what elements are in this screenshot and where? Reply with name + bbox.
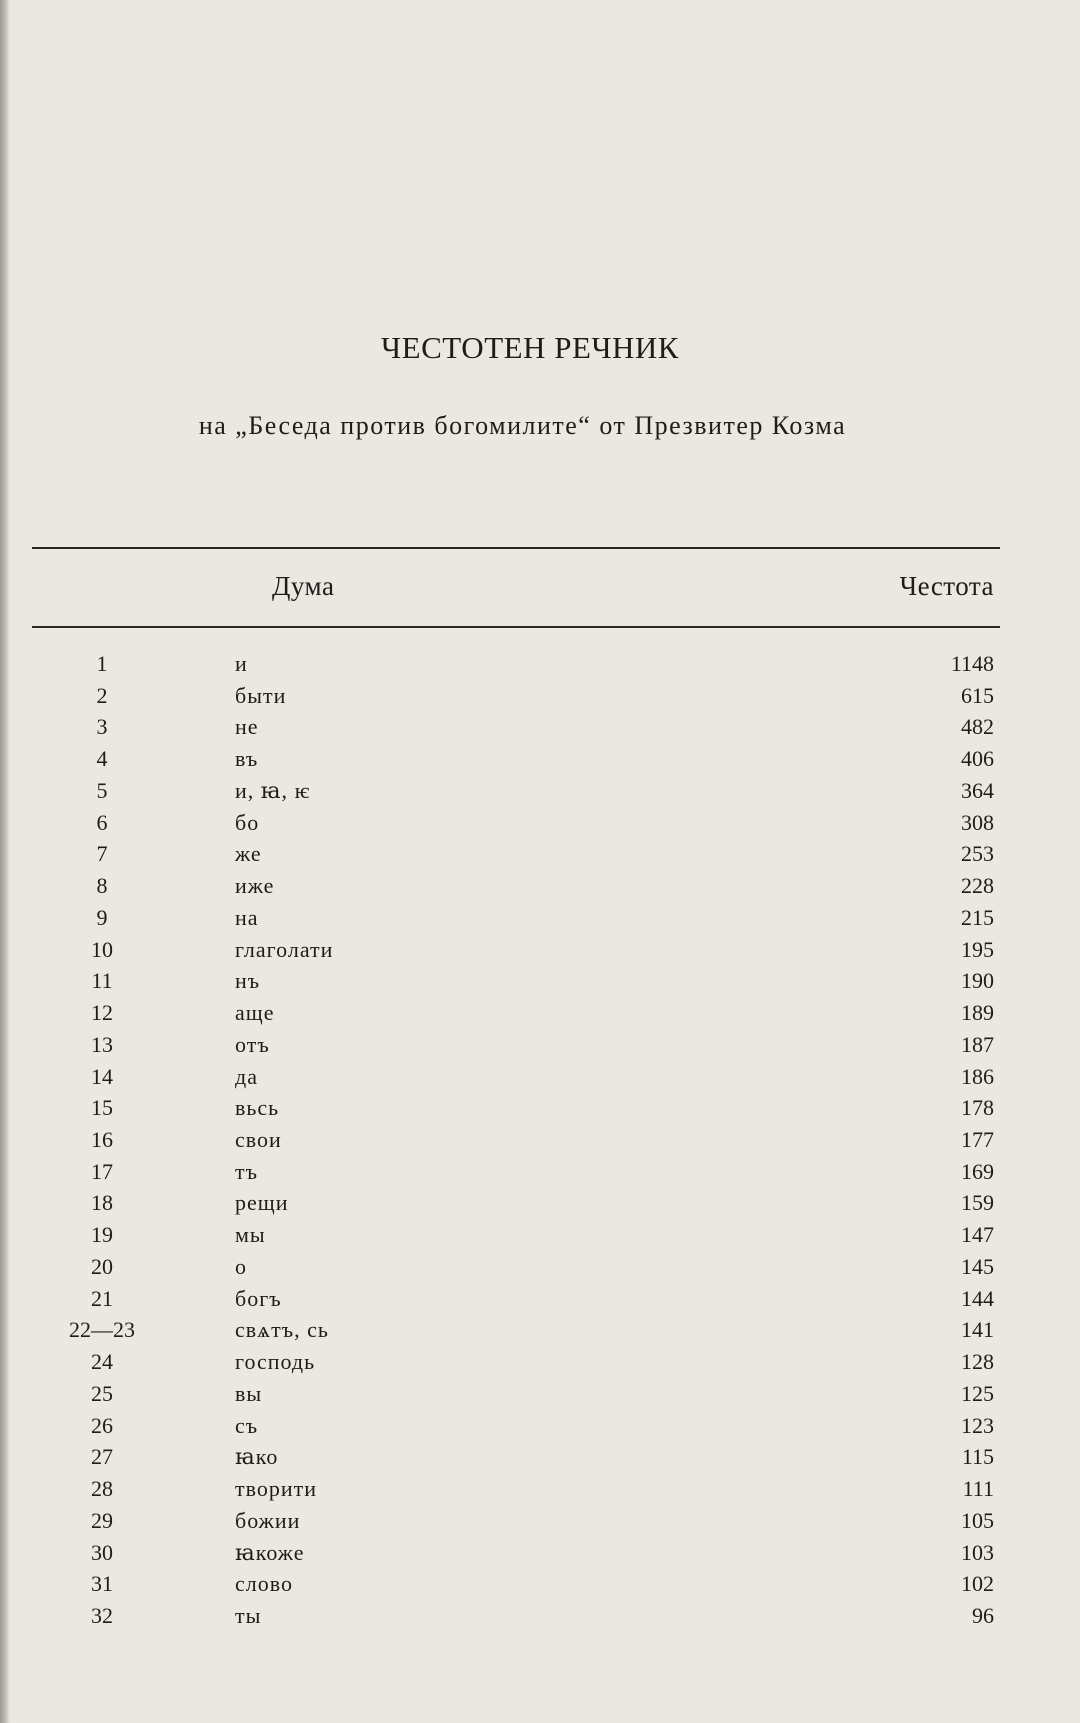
row-frequency: 105 [961,1507,994,1533]
row-rank: 6 [96,809,108,835]
row-word: бо [235,809,260,835]
row-word: на [235,904,259,930]
row-rank: 7 [96,841,108,867]
row-frequency: 190 [961,968,994,994]
table-top-rule [32,547,1000,549]
row-word: вьсь [235,1095,280,1121]
row-rank: 2 [96,682,108,708]
row-word: и, ꙗ, ѥ [235,777,311,803]
page-subtitle: на „Беседа против богомилите“ от Презвитер Козма [198,411,847,440]
row-frequency: 103 [961,1539,994,1565]
row-word: да [235,1063,258,1089]
table-row [0,1378,1080,1410]
table-row [0,902,1080,934]
row-frequency: 228 [961,873,994,899]
row-rank: 10 [91,936,113,962]
row-rank: 24 [91,1349,113,1375]
row-word: нъ [235,968,261,994]
table-row [0,680,1080,712]
row-frequency: 186 [961,1063,994,1089]
table-row [0,1283,1080,1315]
table-row [0,838,1080,870]
table-row [0,1251,1080,1283]
row-word: въ [235,746,259,772]
row-frequency: 195 [961,936,994,962]
table-row [0,934,1080,966]
row-word: глаголати [235,936,334,962]
row-rank: 19 [91,1222,113,1248]
table-row [0,1346,1080,1378]
row-frequency: 178 [961,1095,994,1121]
row-frequency: 615 [961,682,994,708]
row-rank: 21 [91,1285,113,1311]
row-rank: 8 [96,873,108,899]
row-rank: 17 [91,1158,113,1184]
table-row [0,1505,1080,1537]
table-row [0,1124,1080,1156]
page-title: ЧЕСТОТЕН РЕЧНИК [381,330,679,365]
row-frequency: 96 [972,1603,994,1629]
row-word: мы [235,1222,266,1248]
row-frequency: 111 [962,1476,994,1502]
row-frequency: 406 [961,746,994,772]
table-row [0,648,1080,680]
row-word: слово [235,1571,293,1597]
table-row [0,1600,1080,1632]
table-row [0,743,1080,775]
row-rank: 5 [96,777,108,803]
row-word: съ [235,1412,259,1438]
row-frequency: 145 [961,1253,994,1279]
row-frequency: 187 [961,1031,994,1057]
row-frequency: 115 [961,1444,994,1470]
row-rank: 28 [91,1476,113,1502]
row-word: быти [235,682,287,708]
table-row [0,711,1080,743]
row-frequency: 215 [961,904,994,930]
row-frequency: 169 [961,1158,994,1184]
row-frequency: 128 [961,1349,994,1375]
row-frequency: 144 [961,1285,994,1311]
row-frequency: 1148 [950,651,994,676]
row-word: и [235,651,248,676]
row-word: рещи [235,1190,289,1216]
row-rank: 4 [96,746,108,772]
row-rank: 12 [91,1000,113,1026]
row-word: иже [235,873,275,899]
table-row [0,1314,1080,1346]
row-word: ꙗкоже [235,1539,305,1565]
row-word: же [235,841,262,867]
row-frequency: 123 [961,1412,994,1438]
row-rank: 25 [91,1380,113,1406]
row-word: ты [235,1603,262,1629]
row-frequency: 308 [961,809,994,835]
row-word: вы [235,1380,263,1406]
row-rank: 3 [96,714,108,740]
table-row [0,1187,1080,1219]
table-row [0,1441,1080,1473]
table-row [0,1156,1080,1188]
row-rank: 13 [91,1031,113,1057]
row-rank: 32 [91,1603,113,1629]
row-rank: 14 [91,1063,113,1089]
column-header-word: Дума [272,571,335,601]
row-frequency: 253 [961,841,994,867]
row-frequency: 189 [961,1000,994,1026]
row-word: аще [235,1000,275,1026]
table-row [0,1568,1080,1600]
row-word: о [235,1253,247,1279]
row-frequency: 177 [961,1127,994,1153]
row-frequency: 125 [961,1380,994,1406]
row-word: не [235,714,259,740]
table-row [0,1410,1080,1442]
table-row [0,870,1080,902]
row-word: ꙗко [235,1444,279,1470]
table-row [0,997,1080,1029]
table-row [0,1473,1080,1505]
table-row [0,1061,1080,1093]
row-frequency: 147 [961,1222,994,1248]
row-rank: 18 [91,1190,113,1216]
row-word: божии [235,1507,301,1533]
row-word: богъ [235,1285,282,1311]
table-row [0,1537,1080,1569]
table-row [0,1092,1080,1124]
row-rank: 20 [91,1253,113,1279]
row-frequency: 141 [961,1317,994,1343]
row-rank: 29 [91,1507,113,1533]
row-word: тъ [235,1158,258,1184]
row-rank: 1 [96,651,108,676]
row-word: отъ [235,1031,270,1057]
row-rank: 31 [91,1571,113,1597]
table-row [0,965,1080,997]
row-frequency: 364 [961,777,994,803]
row-frequency: 159 [961,1190,994,1216]
row-word: господь [235,1349,316,1375]
table-row [0,1219,1080,1251]
row-rank: 16 [91,1127,113,1153]
table-header-rule [32,626,1000,628]
row-word: свѧтъ, сь [235,1317,329,1343]
row-rank: 22—23 [69,1317,135,1343]
row-rank: 30 [91,1539,113,1565]
row-frequency: 482 [961,714,994,740]
table-row [0,775,1080,807]
row-word: свои [235,1127,282,1153]
row-rank: 15 [91,1095,113,1121]
row-rank: 26 [91,1412,113,1438]
row-frequency: 102 [961,1571,994,1597]
table-row [0,807,1080,839]
table-row [0,1029,1080,1061]
frequency-table-body [0,648,1080,1632]
column-header-frequency: Честота [899,571,994,601]
row-rank: 11 [91,968,113,994]
row-word: творити [235,1476,318,1502]
row-rank: 27 [91,1444,113,1470]
row-rank: 9 [96,904,108,930]
